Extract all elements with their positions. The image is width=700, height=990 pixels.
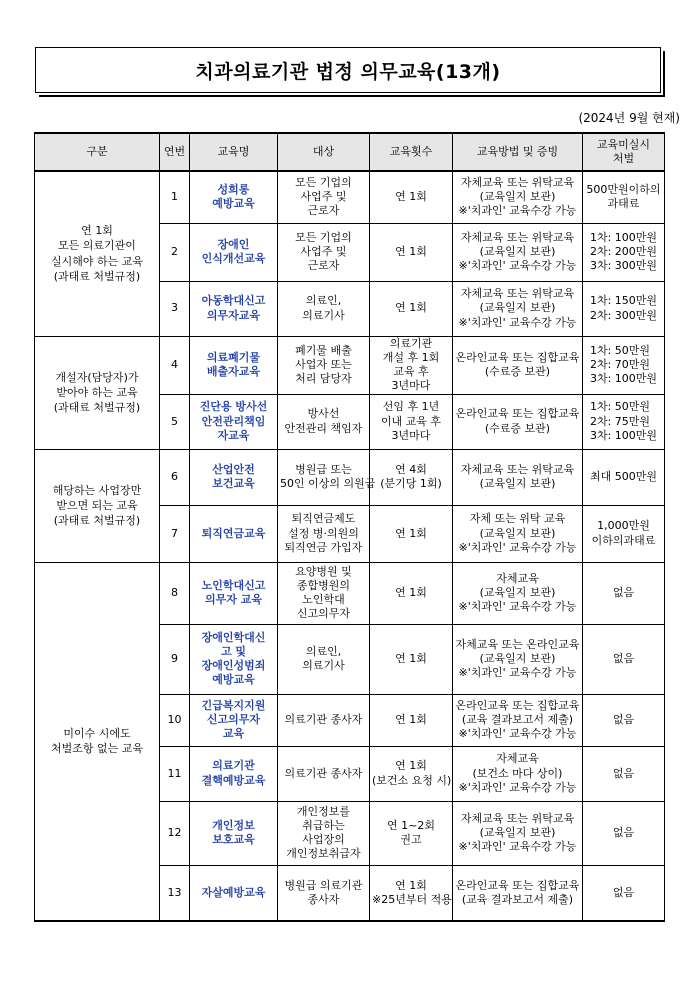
- penalty-cell-line: 없음: [612, 652, 635, 666]
- method-cell-line: 자체 또는 위탁 교육: [469, 512, 566, 526]
- penalty-cell-line: 2차: 300만원: [589, 308, 658, 322]
- category-cell-line: 처벌조항 없는 교육: [50, 742, 143, 756]
- row-number: 7: [160, 505, 190, 562]
- education-name-line: 산업안전: [212, 462, 255, 476]
- row-number: 11: [160, 746, 190, 801]
- education-name-line: 신고의무자: [206, 713, 261, 727]
- category-cell-line: 받으면 되는 교육: [56, 498, 138, 512]
- penalty-cell-line: 1차: 50만원: [589, 343, 651, 357]
- method-cell: [453, 624, 583, 694]
- penalty-cell-line: 2차: 200만원: [589, 244, 658, 258]
- page-title: 치과의료기관 법정 의무교육(13개): [195, 60, 501, 83]
- target-cell-line: 병원급 또는: [295, 462, 352, 476]
- penalty-cell: [583, 562, 665, 624]
- category-cell: [35, 336, 160, 449]
- method-cell: [453, 449, 583, 505]
- frequency-cell-line: 연 1회: [395, 190, 427, 204]
- row-number: 10: [160, 694, 190, 746]
- education-name: [190, 449, 278, 505]
- frequency-cell: [370, 562, 453, 624]
- frequency-cell-line: 개설 후 1회: [382, 350, 440, 364]
- target-cell: [278, 694, 370, 746]
- frequency-cell: [370, 865, 453, 921]
- frequency-cell: [370, 746, 453, 801]
- frequency-cell-line: 연 4회: [395, 462, 427, 476]
- penalty-cell: [583, 505, 665, 562]
- penalty-cell-line: 없음: [612, 713, 635, 727]
- penalty-cell: [583, 223, 665, 281]
- method-cell-line: 자체교육 또는 온라인교육: [455, 637, 580, 651]
- frequency-cell: [370, 801, 453, 865]
- frequency-cell-line: 연 1회: [395, 301, 427, 315]
- frequency-cell-line: ※25년부터 적용: [372, 892, 452, 906]
- method-cell: [453, 505, 583, 562]
- target-cell-line: 근로자: [307, 204, 340, 218]
- frequency-cell: [370, 624, 453, 694]
- education-name-line: 자교육: [217, 428, 250, 442]
- method-cell: [453, 223, 583, 281]
- row-number: 9: [160, 624, 190, 694]
- education-name: [190, 223, 278, 281]
- method-cell: [453, 394, 583, 449]
- frequency-cell: [370, 449, 453, 505]
- target-cell-line: 사업주 및: [300, 190, 347, 204]
- education-name-line: 개인정보: [212, 818, 255, 832]
- target-cell: [278, 171, 370, 223]
- frequency-cell-line: 연 1회: [395, 244, 427, 258]
- date-note: (2024년 9월 현재): [578, 111, 680, 125]
- education-name-line: 퇴직연금교육: [201, 526, 266, 540]
- category-cell-line: 연 1회: [81, 223, 113, 237]
- target-cell: [278, 865, 370, 921]
- target-cell: [278, 281, 370, 336]
- method-cell-line: 자체교육 또는 위탁교육: [460, 175, 575, 189]
- frequency-cell-line: 이내 교육 후: [380, 414, 442, 428]
- penalty-cell-line: 1,000만원: [597, 519, 650, 533]
- penalty-cell: [583, 801, 665, 865]
- category-cell-line: 실시해야 하는 교육: [50, 254, 143, 268]
- education-name: [190, 281, 278, 336]
- row-number: 4: [160, 336, 190, 394]
- header-method: 교육방법 및 증빙: [453, 133, 583, 171]
- education-name-line: 의무자 교육: [205, 593, 262, 607]
- frequency-cell: [370, 394, 453, 449]
- frequency-cell-line: 교육 후: [393, 365, 429, 379]
- method-cell-line: 자체교육 또는 위탁교육: [460, 462, 575, 476]
- education-name-line: 교육: [222, 727, 245, 741]
- target-cell-line: 요양병원 및: [295, 564, 352, 578]
- education-name-line: 보호교육: [212, 833, 255, 847]
- penalty-cell-line: 1차: 50만원: [589, 400, 651, 414]
- target-cell: [278, 505, 370, 562]
- header-name: 교육명: [190, 133, 278, 171]
- method-cell-line: (보건소 마다 상이): [472, 766, 563, 780]
- target-cell-line: 의료기관 종사자: [284, 713, 363, 727]
- method-cell-line: 온라인교육 또는 집합교육: [455, 878, 580, 892]
- education-name: [190, 505, 278, 562]
- target-cell-line: 폐기물 배출: [295, 343, 352, 357]
- frequency-cell-line: 선임 후 1년: [382, 400, 440, 414]
- education-table: [34, 132, 665, 922]
- target-cell-line: 사업장의: [302, 833, 345, 847]
- frequency-cell-line: 연 1회: [395, 713, 427, 727]
- frequency-cell-line: 의료기관: [389, 336, 433, 350]
- row-number: 6: [160, 449, 190, 505]
- education-name-line: 노인학대신고: [201, 578, 266, 592]
- education-name: [190, 562, 278, 624]
- target-cell-line: 종사자: [307, 892, 340, 906]
- method-cell-line: 자체교육 또는 위탁교육: [460, 287, 575, 301]
- method-cell-line: (교육일지 보관): [479, 652, 556, 666]
- penalty-cell: [583, 449, 665, 505]
- frequency-cell: [370, 171, 453, 223]
- method-cell-line: 온라인교육 또는 집합교육: [455, 698, 580, 712]
- penalty-cell: [583, 336, 665, 394]
- education-name-line: 예방교육: [212, 673, 255, 687]
- education-name-line: 장애인: [217, 237, 250, 251]
- penalty-cell: [583, 694, 665, 746]
- penalty-cell-line: 과태료: [623, 533, 656, 547]
- education-name-line: 아동학대신고: [201, 294, 266, 308]
- table-row: [35, 171, 665, 223]
- education-name-line: 장애인학대신: [201, 630, 266, 644]
- education-name: [190, 336, 278, 394]
- method-cell-line: (교육 결과보고서 제출): [461, 713, 574, 727]
- method-cell-line: ※'치과인' 교육수강 가능: [458, 315, 577, 329]
- category-cell: [35, 171, 160, 336]
- method-cell-line: 자체교육: [496, 752, 539, 766]
- target-cell-line: 사업자 또는: [295, 357, 352, 371]
- header-row: [35, 133, 665, 171]
- target-cell: [278, 336, 370, 394]
- education-name: [190, 694, 278, 746]
- category-cell-line: 개설자(담당자)가: [55, 370, 139, 384]
- penalty-cell-line: 2차: 70만원: [589, 357, 651, 371]
- education-name-line: 자살예방교육: [201, 885, 266, 899]
- target-cell-line: 설정 병·의원의: [288, 526, 359, 540]
- penalty-cell: [583, 624, 665, 694]
- method-cell-line: 자체교육 또는 위탁교육: [460, 811, 575, 825]
- method-cell: [453, 865, 583, 921]
- frequency-cell-line: (분기당 1회): [380, 477, 442, 491]
- method-cell-line: (교육일지 보관): [479, 244, 556, 258]
- category-cell-line: 해당하는 사업장만: [52, 483, 142, 497]
- education-name: [190, 394, 278, 449]
- education-name: [190, 624, 278, 694]
- method-cell: [453, 746, 583, 801]
- penalty-cell-line: 1차: 150만원: [589, 294, 658, 308]
- row-number: 2: [160, 223, 190, 281]
- target-cell-line: 의료인,: [305, 294, 342, 308]
- education-name: [190, 865, 278, 921]
- table-row: [35, 562, 665, 624]
- target-cell-line: 의료인,: [305, 644, 342, 658]
- method-cell-line: ※'치과인' 교육수강 가능: [458, 780, 577, 794]
- target-cell-line: 퇴직연금 가입자: [284, 540, 363, 554]
- target-cell-line: 노인학대: [302, 593, 345, 607]
- frequency-cell-line: 연 1회: [395, 759, 427, 773]
- education-name-line: 의료폐기물: [206, 350, 261, 364]
- education-name-line: 성희롱: [217, 182, 250, 196]
- header-penalty-line: 처벌: [612, 152, 635, 165]
- penalty-cell: [583, 171, 665, 223]
- method-cell-line: ※'치과인' 교육수강 가능: [458, 540, 577, 554]
- penalty-cell-line: 이하의: [591, 533, 624, 547]
- category-cell-line: 모든 의료기관이: [58, 239, 136, 253]
- frequency-cell-line: 3년마다: [391, 379, 431, 393]
- method-cell-line: (수료증 보관): [484, 421, 551, 435]
- title-box: [35, 47, 661, 93]
- category-cell-line: (과태료 처벌규정): [53, 514, 141, 528]
- penalty-cell: [583, 865, 665, 921]
- target-cell-line: 사업주 및: [300, 244, 347, 258]
- target-cell-line: 모든 기업의: [295, 230, 352, 244]
- method-cell-line: 온라인교육 또는 집합교육: [455, 350, 580, 364]
- target-cell-line: 개인정보를: [296, 804, 351, 818]
- frequency-cell-line: (보건소 요청 시): [372, 773, 452, 787]
- frequency-cell-line: 3년마다: [391, 428, 431, 442]
- method-cell-line: ※'치과인' 교육수강 가능: [458, 666, 577, 680]
- target-cell-line: 취급하는: [302, 818, 345, 832]
- education-name-line: 의무자교육: [206, 308, 261, 322]
- education-name-line: 배출자교육: [206, 365, 261, 379]
- frequency-cell: [370, 223, 453, 281]
- method-cell-line: (교육일지 보관): [479, 477, 556, 491]
- target-cell-line: 의료기사: [302, 308, 345, 322]
- penalty-cell-line: 없음: [612, 885, 635, 899]
- penalty-cell: [583, 281, 665, 336]
- penalty-cell-line: 과태료: [607, 197, 640, 211]
- target-cell-line: 의료기사: [302, 659, 345, 673]
- frequency-cell-line: 연 1회: [395, 586, 427, 600]
- target-cell-line: 50인 이상의 의원급: [280, 477, 376, 491]
- education-name: [190, 171, 278, 223]
- header-frequency: 교육횟수: [370, 133, 453, 171]
- penalty-cell-line: 이하의: [628, 182, 661, 196]
- method-cell-line: ※'치과인' 교육수강 가능: [458, 600, 577, 614]
- method-cell-line: ※'치과인' 교육수강 가능: [458, 259, 577, 273]
- table-row: [35, 336, 665, 394]
- category-cell: [35, 562, 160, 921]
- penalty-cell: [583, 394, 665, 449]
- header-target: 대상: [278, 133, 370, 171]
- penalty-cell-line: 없음: [612, 586, 635, 600]
- frequency-cell-line: 연 1회: [395, 878, 427, 892]
- target-cell-line: 의료기관 종사자: [284, 766, 363, 780]
- frequency-cell-line: 연 1회: [395, 652, 427, 666]
- frequency-cell-line: 연 1회: [395, 526, 427, 540]
- row-number: 13: [160, 865, 190, 921]
- education-name-line: 인식개선교육: [201, 252, 266, 265]
- category-cell: [35, 449, 160, 562]
- method-cell-line: (수료증 보관): [484, 365, 551, 379]
- target-cell: [278, 394, 370, 449]
- method-cell: [453, 801, 583, 865]
- target-cell: [278, 449, 376, 505]
- target-cell: [278, 624, 370, 694]
- education-name: [190, 746, 278, 801]
- method-cell-line: ※'치과인' 교육수강 가능: [458, 840, 577, 854]
- education-name-line: 의료기관: [212, 759, 255, 773]
- method-cell: [453, 336, 583, 394]
- frequency-cell: [370, 505, 453, 562]
- header-category: 구분: [35, 133, 160, 171]
- method-cell-line: 온라인교육 또는 집합교육: [455, 407, 580, 421]
- education-name-line: 예방교육: [212, 197, 255, 211]
- target-cell: [278, 801, 370, 865]
- penalty-cell-line: 3차: 100만원: [589, 372, 658, 386]
- target-cell: [278, 746, 370, 801]
- target-cell-line: 개인정보취급자: [286, 847, 361, 861]
- header-penalty-line: 교육미실시: [596, 137, 651, 151]
- category-cell-line: (과태료 처벌규정): [53, 401, 141, 415]
- target-cell: [278, 562, 370, 624]
- target-cell-line: 방사선: [307, 407, 340, 421]
- method-cell: [453, 171, 583, 223]
- method-cell: [453, 562, 583, 624]
- penalty-cell-line: 없음: [612, 766, 635, 780]
- frequency-cell-line: 연 1~2회: [387, 818, 435, 832]
- education-name-line: 보건교육: [212, 477, 255, 491]
- frequency-cell: [370, 694, 453, 746]
- penalty-cell-line: 없음: [612, 826, 635, 840]
- frequency-cell: [370, 336, 453, 394]
- penalty-cell-line: 3차: 100만원: [589, 428, 658, 442]
- row-number: 8: [160, 562, 190, 624]
- penalty-cell-line: 500만원: [586, 182, 629, 196]
- target-cell-line: 신고의무자: [296, 607, 351, 621]
- target-cell: [278, 223, 370, 281]
- penalty-cell-line: 1차: 100만원: [589, 230, 658, 244]
- penalty-cell-line: 3차: 300만원: [589, 259, 658, 273]
- education-name-line: 안전관리책임: [201, 414, 266, 428]
- row-number: 5: [160, 394, 190, 449]
- frequency-cell-line: 권고: [400, 833, 422, 847]
- frequency-cell: [370, 281, 453, 336]
- method-cell-line: (교육일지 보관): [479, 190, 556, 204]
- target-cell-line: 병원급 의료기관: [284, 878, 363, 892]
- method-cell: [453, 694, 583, 746]
- category-cell-line: 받아야 하는 교육: [56, 385, 138, 399]
- education-name-line: 긴급복지지원: [201, 698, 266, 712]
- method-cell-line: (교육일지 보관): [479, 586, 556, 600]
- penalty-cell-line: 최대 500만원: [590, 470, 657, 484]
- education-name-line: 진단용 방사선: [199, 400, 268, 414]
- education-name-line: 결핵예방교육: [201, 773, 266, 787]
- row-number: 3: [160, 281, 190, 336]
- target-cell-line: 종합병원의: [296, 578, 351, 592]
- penalty-cell-line: 2차: 75만원: [589, 414, 651, 428]
- method-cell-line: (교육일지 보관): [479, 301, 556, 315]
- target-cell-line: 근로자: [307, 259, 340, 273]
- method-cell: [453, 281, 583, 336]
- row-number: 12: [160, 801, 190, 865]
- method-cell-line: ※'치과인' 교육수강 가능: [458, 727, 577, 741]
- header-no: 연번: [160, 133, 190, 171]
- target-cell-line: 안전관리 책임자: [284, 421, 363, 435]
- target-cell-line: 퇴직연금제도: [291, 512, 356, 526]
- method-cell-line: (교육 결과보고서 제출): [461, 892, 574, 906]
- penalty-cell: [583, 746, 665, 801]
- row-number: 1: [160, 171, 190, 223]
- table-row: [35, 449, 665, 505]
- education-name-line: 고 및: [220, 644, 247, 658]
- method-cell-line: ※'치과인' 교육수강 가능: [458, 204, 577, 218]
- method-cell-line: (교육일지 보관): [479, 826, 556, 840]
- method-cell-line: 자체교육: [496, 571, 539, 585]
- target-cell-line: 처리 담당자: [295, 372, 352, 386]
- method-cell-line: (교육일지 보관): [479, 526, 556, 540]
- category-cell-line: 미이수 시에도: [63, 727, 131, 741]
- target-cell-line: 모든 기업의: [295, 175, 352, 189]
- category-cell-line: (과태료 처벌규정): [53, 270, 141, 284]
- header-penalty: [583, 133, 665, 171]
- education-name: [190, 801, 278, 865]
- method-cell-line: 자체교육 또는 위탁교육: [460, 230, 575, 244]
- education-name-line: 장애인성범죄: [201, 659, 266, 673]
